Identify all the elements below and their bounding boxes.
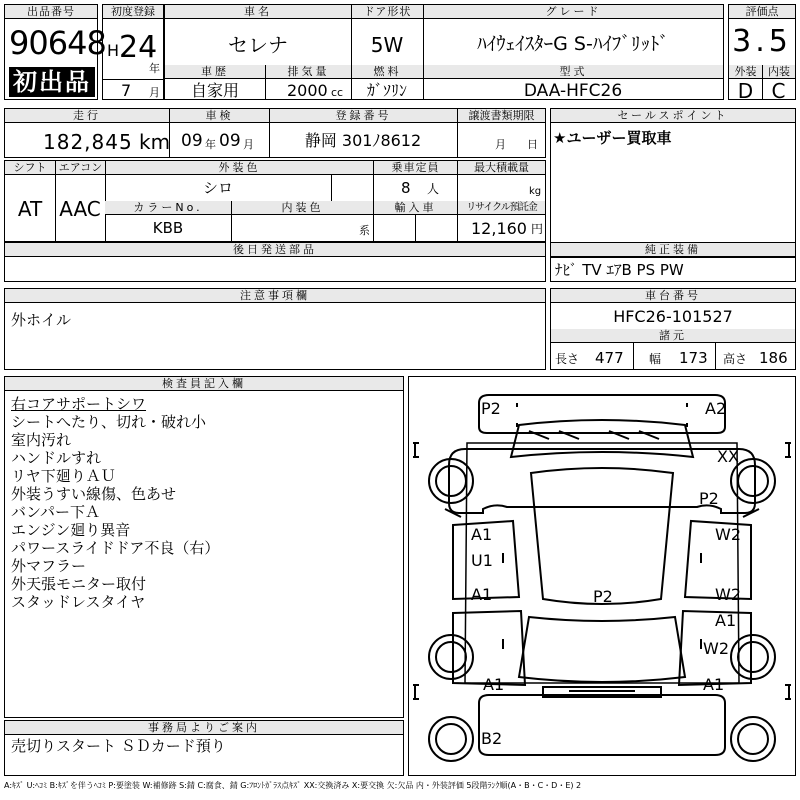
import-label: 輸入車 — [373, 201, 457, 215]
diagram-mark: A1 — [715, 611, 737, 630]
width: 173 — [679, 349, 708, 367]
width-label: 幅 — [649, 352, 662, 366]
office-notice: 売切りスタート ＳＤカード預り — [11, 737, 226, 755]
color-no-label: カラーNo. — [105, 201, 231, 215]
reg-era: H — [107, 41, 120, 60]
rear-parts-label: 後日発送部品 — [5, 243, 545, 257]
note-line: 外装うすい線傷、色あせ — [11, 485, 177, 503]
reg-year-unit: 年 — [149, 62, 160, 75]
ext-color: シロ — [202, 179, 233, 197]
note-line: スタッドレスタイヤ — [11, 593, 146, 611]
inspection-label: 車検 — [169, 109, 269, 123]
grade: ﾊｲｳｪｲｽﾀｰG S-ﾊｲﾌﾞﾘｯﾄﾞ — [477, 33, 669, 55]
displacement: 2000 — [287, 81, 328, 100]
exterior-grade: D — [737, 79, 754, 103]
model-label: 型式 — [423, 65, 723, 79]
inspector-box — [4, 376, 404, 718]
shift: AT — [17, 197, 43, 221]
car-outline — [409, 377, 795, 775]
inspection-month: 09 — [219, 131, 241, 151]
diagram-mark: W2 — [715, 585, 741, 604]
fuel: ｶﾞｿﾘﾝ — [366, 81, 407, 100]
first-listing-badge — [9, 67, 95, 97]
color-number: KBB — [152, 219, 184, 237]
grade-label: グレード — [423, 5, 723, 19]
height: 186 — [759, 349, 788, 367]
note-line: ハンドルすれ — [11, 449, 102, 467]
inspection-year-unit: 年 — [205, 138, 216, 151]
recycle-label: リサイクル預託金 — [457, 201, 545, 215]
interior-grade-label: 内装 — [762, 65, 795, 79]
length: 477 — [595, 349, 624, 367]
diagram-mark: U1 — [471, 551, 493, 570]
door-type: 5W — [370, 33, 404, 57]
mileage-box — [4, 108, 546, 158]
note-line: パワースライドドア不良（右） — [11, 539, 220, 557]
vehicle-info-box — [164, 4, 724, 100]
mileage: 182,845 — [43, 130, 133, 154]
transfer-month-unit: 月 — [495, 138, 506, 151]
plate-label: 登録番号 — [269, 109, 457, 123]
diagram-mark: P2 — [699, 489, 719, 508]
mileage-label: 走行 — [5, 109, 169, 123]
note-line: エンジン廻り異音 — [11, 521, 131, 539]
chassis-box — [550, 288, 796, 370]
inspection-year: 09 — [181, 131, 203, 151]
recycle-amount: 12,160 — [471, 219, 527, 238]
lot-number-label: 出品番号 — [5, 5, 97, 19]
sales-point: ★ユーザー買取車 — [553, 129, 672, 147]
exterior-grade-label: 外装 — [729, 65, 762, 79]
score: 3.5 — [732, 24, 792, 59]
car-name: セレナ — [228, 33, 288, 57]
transfer-day-unit: 日 — [527, 138, 538, 151]
score-box — [728, 4, 796, 103]
diagram-mark: A1 — [703, 675, 725, 694]
first-listing-label: 初出品 — [13, 68, 91, 96]
capacity-label: 乗車定員 — [373, 161, 457, 175]
reg-year: 24 — [119, 30, 158, 65]
length-label: 長さ — [555, 352, 580, 366]
car-name-label: 車名 — [165, 5, 351, 19]
dims-label: 諸元 — [551, 329, 795, 343]
ac-label: エアコン — [55, 161, 105, 175]
shift-label: シフト — [5, 161, 55, 175]
note-line: 室内汚れ — [11, 431, 72, 449]
reg-month: 7 — [121, 81, 132, 100]
displacement-unit: cc — [331, 86, 344, 99]
diagram-mark: A2 — [705, 399, 727, 418]
score-label: 評価点 — [729, 5, 795, 19]
fuel-label: 燃料 — [351, 65, 423, 79]
note-line: 外マフラー — [11, 557, 87, 575]
office-box — [4, 720, 404, 776]
diagram-mark: B2 — [481, 729, 503, 748]
ext-color-label: 外装色 — [105, 161, 373, 175]
capacity: 8 — [401, 179, 411, 197]
diagram-mark: A1 — [471, 585, 493, 604]
diagram-mark: W2 — [715, 525, 741, 544]
height-label: 高さ — [723, 352, 748, 366]
inspector-notes — [11, 395, 219, 611]
note-line: 右コアサポートシワ — [11, 395, 147, 413]
int-color-label: 内装色 — [231, 201, 373, 215]
genuine-equipment: ﾅﾋﾞ TV ｴｱB PS PW — [555, 261, 684, 279]
air-conditioner: AAC — [59, 197, 101, 221]
diagram-mark: W2 — [703, 639, 729, 658]
genuine-equipment-label: 純正装備 — [551, 243, 795, 257]
chassis-number: HFC26-101527 — [613, 307, 733, 326]
damage-diagram — [408, 376, 796, 776]
car-history: 自家用 — [190, 81, 239, 100]
door-label: ドア形状 — [351, 5, 423, 19]
capacity-unit: 人 — [427, 182, 440, 196]
mileage-unit: km — [139, 130, 171, 154]
int-color-unit: 系 — [359, 224, 370, 237]
diagram-mark: A1 — [483, 675, 505, 694]
sales-point-box — [550, 108, 796, 258]
reg-month-unit: 月 — [149, 86, 160, 99]
sales-point-label: セールスポイント — [551, 109, 795, 123]
load-label: 最大積載量 — [457, 161, 545, 175]
displacement-label: 排気量 — [265, 65, 351, 79]
note-line: シートへたり、切れ・破れ小 — [11, 413, 207, 431]
inspection-month-unit: 月 — [243, 138, 254, 151]
inspector-label: 検査員記入欄 — [5, 377, 403, 391]
registration-label: 初度登録 — [103, 5, 163, 19]
note-line: 外天張モニター取付 — [11, 575, 147, 593]
load-unit: kg — [529, 186, 542, 197]
caution-text: 外ホイル — [11, 311, 72, 329]
rear-parts-box — [4, 242, 546, 282]
note-line: バンパー下Ａ — [11, 503, 100, 521]
recycle-unit: 円 — [531, 222, 544, 236]
caution-label: 注意事項欄 — [5, 289, 545, 303]
lot-number-box — [4, 4, 106, 100]
diagram-mark: P2 — [593, 587, 613, 606]
lot-number: 90648 — [9, 24, 106, 62]
spec-box — [4, 160, 546, 242]
office-label: 事務局よりご案内 — [5, 721, 403, 735]
caution-box — [4, 288, 546, 370]
legend: A:ｷｽﾞ U:ﾍｺﾐ B:ｷｽﾞを伴うﾍｺﾐ P:要塗装 W:補修跡 S:錆 C:腐食、錆 G:ﾌﾛﾝﾄｶﾞﾗｽ点ｷｽﾞ XX:交換済み X:要交換 欠:欠品 内・外装評価 5段階ﾗﾝｸ順(A・B・C・D・E) 2 — [4, 781, 582, 790]
diagram-mark: P2 — [481, 399, 501, 418]
transfer-label: 譲渡書類期限 — [457, 109, 545, 123]
genuine-equipment-box — [550, 242, 796, 282]
diagram-mark: XX — [717, 447, 739, 466]
interior-grade: C — [771, 79, 786, 103]
plate-number: 静岡 301ﾉ8612 — [304, 131, 422, 150]
note-line: リヤ下廻りＡＵ — [11, 467, 116, 485]
diagram-mark: A1 — [471, 525, 493, 544]
model: DAA-HFC26 — [523, 81, 623, 101]
car-history-label: 車歴 — [165, 65, 265, 79]
chassis-label: 車台番号 — [551, 289, 795, 303]
registration-box — [102, 4, 164, 100]
